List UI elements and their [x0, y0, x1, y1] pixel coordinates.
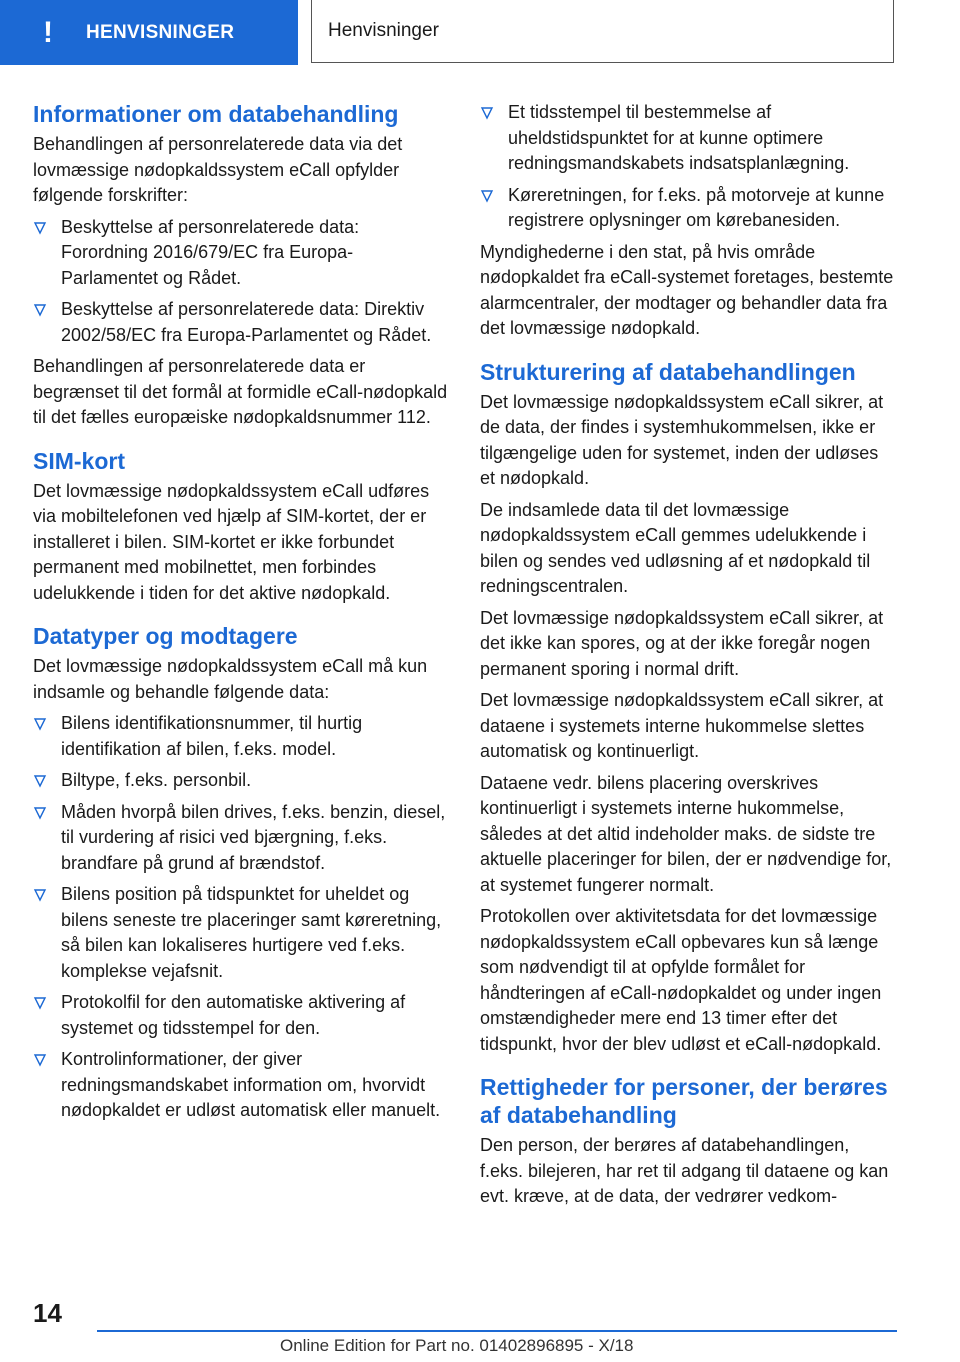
paragraph: Behandlingen af personrelaterede data er begrænset til det formål at formidle eCall-nødopkald til det fælles europæiske nødopkaldsnummer 112.: [33, 356, 448, 427]
section-title: Strukturering af databehandlingen: [480, 358, 856, 385]
paragraph: Det lovmæssige nødopkaldssystem eCall sikrer, at dataene i systemets interne hukommelse slettes automatisk og kontinuerligt.: [480, 690, 884, 761]
triangle-bullet-icon: [480, 106, 494, 120]
section-label: HENVISNINGER: [86, 21, 235, 43]
paragraph: Det lovmæssige nødopkaldssystem eCall sikrer, at de data, der findes i systemhukommelsen, ikke er tilgængelige uden for systemet, inden der udløses et nødopkald.: [480, 391, 884, 488]
list-item: Kontrolinformationer, der giver redningsmandskabet information om, hvorvidt nødopkaldet er udløst automatisk eller manuelt.: [33, 1047, 448, 1124]
exclamation-icon: !: [43, 15, 53, 49]
list-item: Beskyttelse af personrelaterede data: Forordning 2016/679/EC fra Europa-Parlamentet og Rådet.: [33, 215, 448, 292]
list-item: Måden hvorpå bilen drives, f.eks. benzin, diesel, til vurdering af risici ved bjærgning, f.eks. brandfare på grund af brændstof.: [33, 800, 448, 877]
section-title: Rettigheder for personer, der berøres af databehandling: [480, 1074, 888, 1128]
triangle-bullet-icon: [33, 221, 47, 235]
triangle-bullet-icon: [33, 774, 47, 788]
right-column: [480, 100, 896, 1216]
bullet-list: [33, 711, 448, 1124]
list-item: Bilens identifikationsnummer, til hurtig identifikation af bilen, f.eks. model.: [33, 711, 448, 762]
paragraph: Dataene vedr. bilens placering overskrives kontinuerligt i systemets interne hukommelse, således at det altid indeholder maks. de sidste tre aktuelle placeringer for bilen, der er nødvendige for, at systemet fungerer normalt.: [480, 772, 892, 895]
page-number: 14: [33, 1298, 62, 1328]
paragraph: Myndighederne i den stat, på hvis område nødopkaldet fra eCall-systemet foretages, bestemte alarmcentraler, der modtager og behandler data fra det lovmæssige nødopkald.: [480, 241, 894, 338]
section-title: Datatyper og modtagere: [33, 623, 298, 649]
edition-note: Online Edition for Part no. 01402896895 - X/18: [280, 1336, 634, 1355]
page-heading: Henvisninger: [328, 20, 439, 41]
triangle-bullet-icon: [33, 303, 47, 317]
paragraph: Den person, der berøres af databehandlingen, f.eks. bilejeren, har ret til adgang til dataene og kan evt. kræve, at de data, der vedrører vedkom-: [480, 1135, 889, 1206]
list-item: Biltype, f.eks. personbil.: [33, 768, 448, 794]
left-column: [33, 100, 448, 1130]
triangle-bullet-icon: [33, 717, 47, 731]
list-item: Et tidsstempel til bestemmelse af uheldstidspunktet for at kunne optimere redningsmandskabets indsatsplanlægning.: [480, 100, 896, 177]
triangle-bullet-icon: [33, 806, 47, 820]
list-item: Bilens position på tidspunktet for uheldet og bilens seneste tre placeringer samt køreretning, så bilen kan lokaliseres hurtigere ved f.eks. komplekse vejafsnit.: [33, 882, 448, 984]
bullet-list: [33, 215, 448, 349]
list-item: Køreretningen, for f.eks. på motorveje at kunne registrere oplysninger om kørebanesiden.: [480, 183, 896, 234]
section-tab: [0, 0, 298, 65]
section-title: SIM-kort: [33, 447, 125, 474]
list-item: Protokolfil for den automatiske aktivering af systemet og tidsstempel for den.: [33, 990, 448, 1041]
page-heading-box: [311, 0, 894, 63]
paragraph: Protokollen over aktivitetsdata for det lovmæssige nødopkaldssystem eCall opbevares kun så længe som nødvendigt til at opfylde formålet for håndteringen af eCall-nødopkaldet og under ingen omstændigheder mere end 13 timer efter det tidspunkt, hvor der blev udløst et eCall-nødopkald.: [480, 906, 882, 1054]
paragraph: Det lovmæssige nødopkaldssystem eCall må kun indsamle og behandle følgende data:: [33, 656, 428, 702]
bullet-list: [480, 100, 896, 234]
triangle-bullet-icon: [33, 888, 47, 902]
triangle-bullet-icon: [33, 1053, 47, 1067]
footer-divider: [97, 1330, 897, 1332]
section-title: Informationer om databehandling: [33, 101, 399, 127]
list-item: Beskyttelse af personrelaterede data: Direktiv 2002/58/EC fra Europa-Parlamentet og Rådet.: [33, 297, 448, 348]
paragraph: Behandlingen af personrelaterede data via det lovmæssige nødopkaldssystem eCall opfylder følgende forskrifter:: [33, 134, 403, 205]
triangle-bullet-icon: [480, 189, 494, 203]
paragraph: Det lovmæssige nødopkaldssystem eCall udføres via mobiltelefonen ved hjælp af SIM-kortet, der er installeret i bilen. SIM-kortet er ikke forbundet permanent med mobilnettet, men forbindes udelukkende i tiden for det aktive nødopkald.: [33, 480, 430, 603]
paragraph: De indsamlede data til det lovmæssige nødopkaldssystem eCall gemmes udelukkende i bilen og sendes ved udløsning af et nødopkald til redningscentralen.: [480, 499, 871, 596]
paragraph: Det lovmæssige nødopkaldssystem eCall sikrer, at det ikke kan spores, og at der ikke foregår nogen permanent sporing i normal drift.: [480, 607, 884, 679]
triangle-bullet-icon: [33, 996, 47, 1010]
